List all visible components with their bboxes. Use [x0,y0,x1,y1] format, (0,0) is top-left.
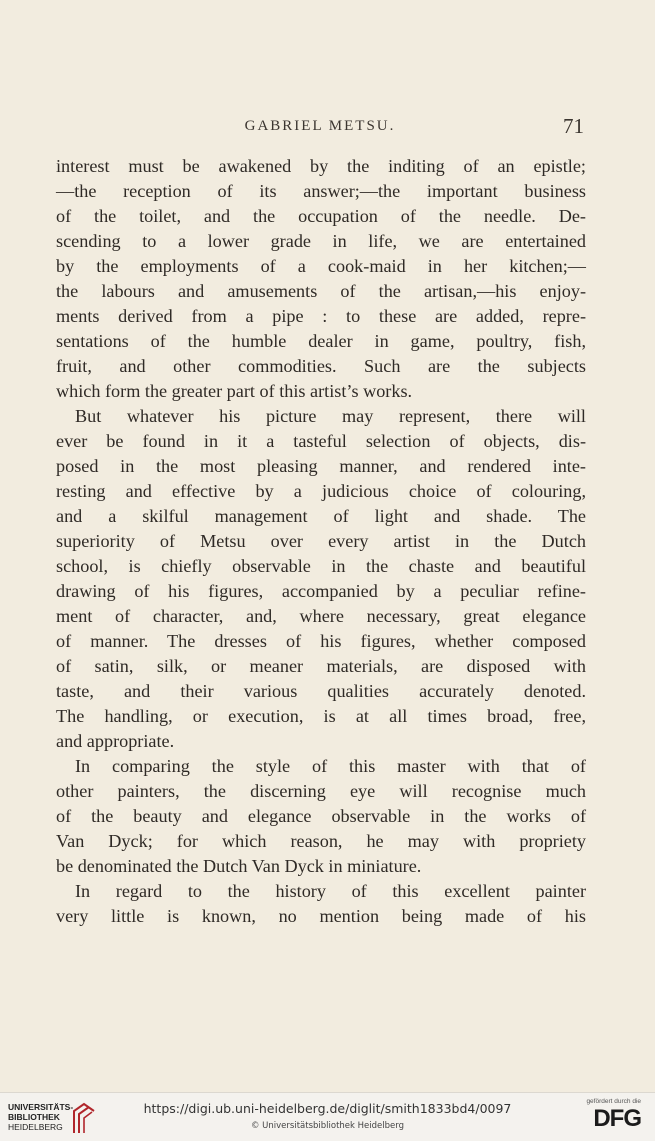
copyright-notice: © Universitätsbibliothek Heidelberg [250,1121,404,1131]
library-name-line2: BIBLIOTHEK [8,1112,60,1122]
text-line: and a skilful management of light and shade. The [56,506,586,526]
text-line: of the beauty and elegance observable in the works of [56,806,586,826]
text-line: Van Dyck; for which reason, he may with propriety [56,831,586,851]
footer-bar [0,1092,655,1141]
text-line: very little is known, no mention being made of his [56,906,586,926]
funder-logo[interactable] [571,1097,641,1137]
text-line: which form the greater part of this artist’s works. [56,381,413,401]
text-line: —the reception of its answer;—the important business [56,181,586,201]
running-head [56,114,584,142]
running-head-title: GABRIEL METSU. [244,118,396,134]
text-line: ever be found in it a tasteful selection of objects, dis- [56,431,586,451]
text-line: scending to a lower grade in life, we are entertained [56,231,586,251]
text-line: The handling, or execution, is at all times broad, free, [56,706,586,726]
text-line: ments derived from a pipe : to these are added, repre- [56,306,586,326]
text-line: resting and effective by a judicious choice of colouring, [56,481,586,501]
text-line: the labours and amusements of the artisan,—his enjoy- [56,281,586,301]
text-line: school, is chiefly observable in the chaste and beautiful [56,556,586,576]
text-line: be denominated the Dutch Van Dyck in miniature. [56,856,422,876]
text-line: interest must be awakened by the inditing of an epistle; [56,156,586,176]
funder-note: gefördert durch die [586,1098,641,1105]
text-line: In regard to the history of this excellent painter [75,881,586,901]
text-line: drawing of his figures, accompanied by a peculiar refine- [56,581,586,601]
text-line: other painters, the discerning eye will recognise much [56,781,586,801]
text-line: by the employments of a cook-maid in her kitchen;— [56,256,586,276]
body-text [56,154,586,929]
text-line: of satin, silk, or meaner materials, are disposed with [56,656,586,676]
text-line: sentations of the humble dealer in game, poultry, fish, [56,331,586,351]
text-line: But whatever his picture may represent, there will [75,406,586,426]
library-name-line1: UNIVERSITÄTS- [8,1102,74,1112]
text-line: fruit, and other commodities. Such are the subjects [56,356,586,376]
text-line: taste, and their various qualities accurately denoted. [56,681,586,701]
text-line: posed in the most pleasing manner, and rendered inte- [56,456,586,476]
text-line: of the toilet, and the occupation of the needle. De- [56,206,586,226]
library-name-line3: HEIDELBERG [8,1122,63,1132]
text-line: and appropriate. [56,731,175,751]
text-line: of manner. The dresses of his figures, whether composed [56,631,586,651]
text-line: ment of character, and, where necessary, great elegance [56,606,586,626]
text-line: In comparing the style of this master with that of [75,756,586,776]
text-line: superiority of Metsu over every artist in the Dutch [56,531,586,551]
permalink-url[interactable]: https://digi.ub.uni-heidelberg.de/diglit/smith1833bd4/0097 [143,1101,512,1116]
dfg-logo-text: DFG [593,1105,641,1132]
page-number: 71 [563,114,584,138]
